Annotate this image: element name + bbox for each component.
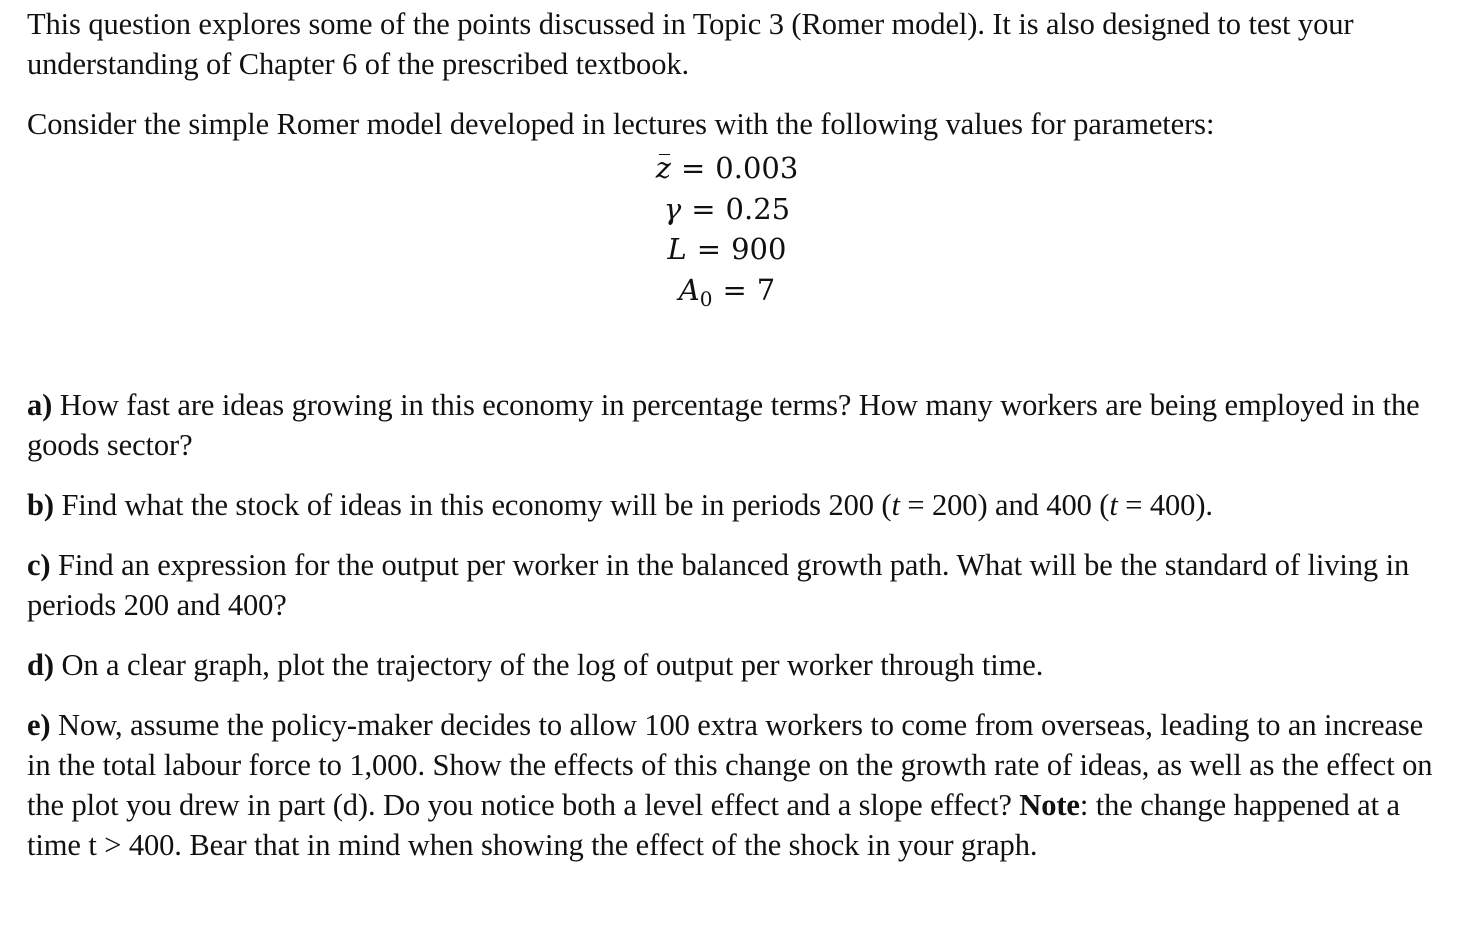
parameter-equations <box>27 148 1447 319</box>
a0-value: 7 <box>756 272 776 307</box>
question-b-text-1: Find what the stock of ideas in this economy will be in periods 200 ( <box>53 488 892 522</box>
intro-paragraph: This question explores some of the points discussed in Topic 3 (Romer model). It is also designed to test your understanding of Chapter 6 of the prescribed textbook. <box>27 7 1354 81</box>
question-c-text: Find an expression for the output per worker in the balanced growth path. What will be the standard of living in periods 200 and 400? <box>27 548 1410 622</box>
question-b-label: b) <box>27 488 54 522</box>
equation-labour: L = 900 <box>667 232 787 266</box>
question-e <box>27 705 1447 865</box>
gamma-value: 0.25 <box>725 191 791 226</box>
question-b-t1-symbol: t <box>891 488 900 522</box>
question-d <box>27 645 1447 685</box>
question-a <box>27 385 1447 465</box>
question-b <box>27 485 1447 525</box>
z-bar-symbol: z <box>656 148 671 189</box>
question-e-note-text: : the change happened at a time t > 400. Bear that in mind when showing the effect of the shock in your graph. <box>27 788 1400 862</box>
question-d-text: On a clear graph, plot the trajectory of the log of output per worker through time. <box>53 648 1044 682</box>
labour-value: 900 <box>731 232 787 266</box>
equation-gamma: γ = 0.25 <box>663 191 791 226</box>
labour-symbol: L <box>667 232 687 266</box>
question-e-text: Now, assume the policy-maker decides to allow 100 extra workers to come from overseas, leading to an increase in the total labour force to 1,000. Show the effects of this change on the growth rate of ideas, as well as the effect on the plot you drew in part (d). Do you notice both a level effect and a slope effect? <box>27 708 1433 822</box>
question-a-text: How fast are ideas growing in this economy in percentage terms? How many workers are being employed in the goods sector? <box>27 388 1420 462</box>
equation-z-bar: z = 0.003 <box>17 148 1437 189</box>
equation-a0: $A_0 = 7$ <box>678 272 776 311</box>
question-b-t2-symbol: t <box>1109 488 1118 522</box>
question-d-label: d) <box>27 648 54 682</box>
question-e-note-label: Note <box>1019 788 1080 822</box>
question-c <box>27 545 1447 625</box>
question-b-t2-value: = 400). <box>1117 488 1213 522</box>
question-e-label: e) <box>27 708 51 742</box>
question-c-label: c) <box>27 548 51 582</box>
question-a-label: a) <box>27 388 53 422</box>
z-bar-value: 0.003 <box>715 151 799 185</box>
a0-subscript: 0 <box>699 286 713 311</box>
consider-paragraph: Consider the simple Romer model developed in lectures with the following values for parameters: <box>27 107 1215 141</box>
a0-symbol: A <box>678 272 700 307</box>
question-b-t1-value: = 200) and 400 ( <box>899 488 1110 522</box>
question-document <box>27 4 1447 865</box>
gamma-symbol: γ <box>663 191 682 226</box>
